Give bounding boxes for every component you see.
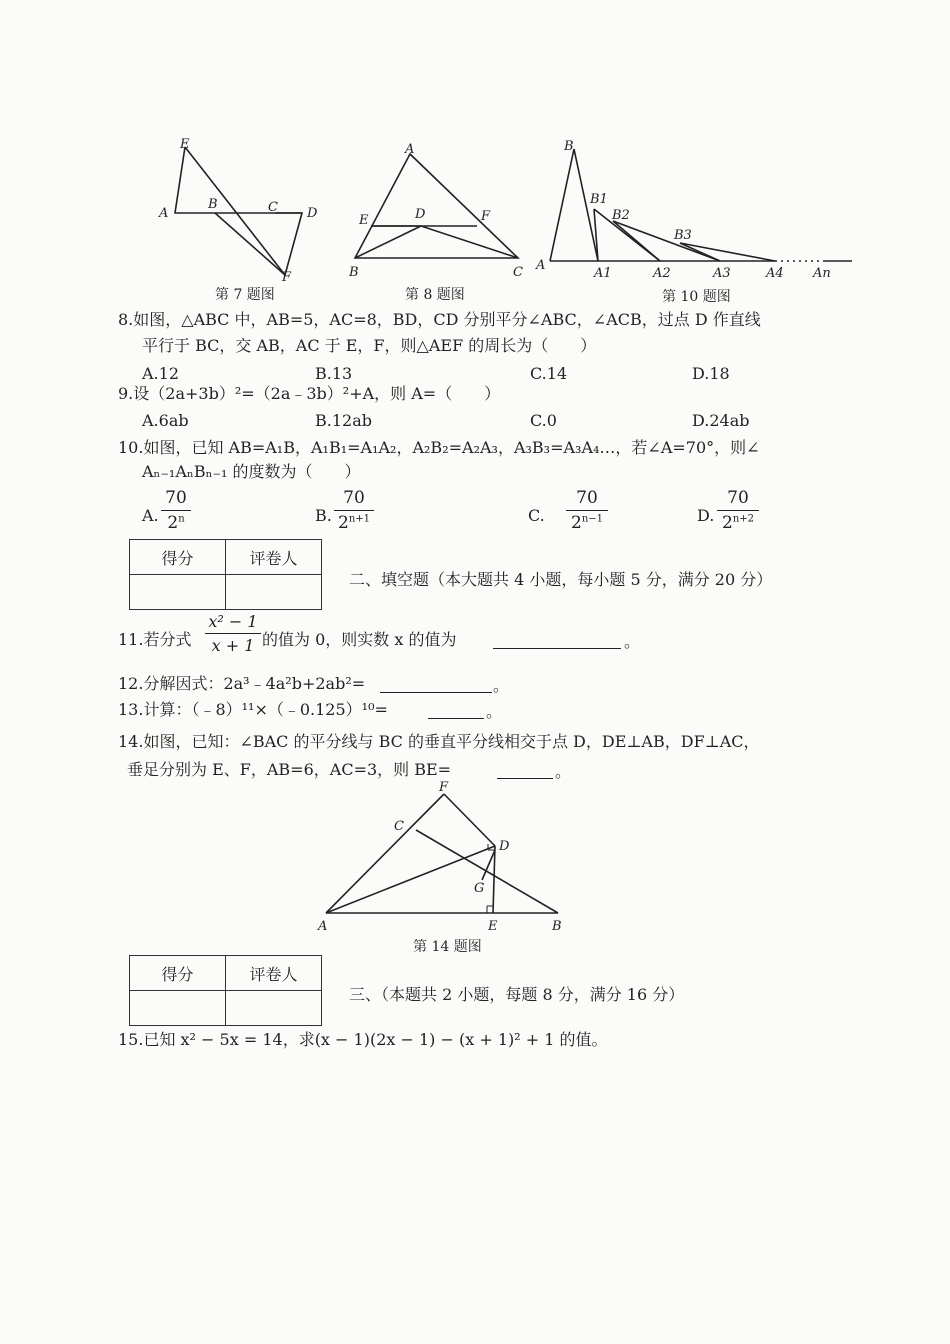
q8-option-b: B.13 [315,364,353,383]
fig8-label-e: E [359,213,369,228]
fig7-label-c: C [268,200,278,215]
fig8-label-c: C [513,265,523,280]
fig8-label-b: B [349,265,359,280]
fig14-label-e: E [488,919,498,934]
fig8-label-d: D [415,207,426,222]
grader-header: 评卷人 [226,956,322,991]
fig14-label-c: C [394,819,404,834]
fig10-label-b3: B3 [674,228,692,243]
q11-answer-blank[interactable] [493,634,621,649]
fig10-caption: 第 10 题图 [662,289,731,305]
q9-option-b: B.12ab [315,411,372,430]
fig10-label-a: A [536,258,546,273]
q8-option-c: C.14 [530,364,568,383]
q12-answer-blank[interactable] [380,678,492,693]
figure-8 [345,138,535,280]
fig10-label-a2: A2 [653,266,671,281]
q8-line2: 平行于 BC，交 AB，AC 于 E，F，则△AEF 的周长为（ ） [142,336,597,355]
fig14-label-g: G [474,881,485,896]
q10-line1: 10.如图，已知 AB=A₁B，A₁B₁=A₁A₂，A₂B₂=A₂A₃，A₃B₃=A₃A₄…，若∠A=70°，则∠ [118,438,760,457]
figure-14 [310,778,580,938]
score-table-section2 [129,539,322,610]
q8-option-d: D.18 [692,364,730,383]
fig8-caption: 第 8 题图 [405,287,465,303]
q15-text: 15.已知 x² − 5x = 14，求(x − 1)(2x − 1) − (x + 1)² + 1 的值。 [118,1030,608,1049]
fig10-label-b: B [564,139,574,154]
q9-line1: 9.设（2a+3b）²=（2a﹣3b）²+A，则 A=（ ） [118,384,501,403]
q8-option-a: A.12 [142,364,179,383]
q14-line2: 垂足分别为 E、F，AB=6，AC=3，则 BE= [127,760,452,779]
q9-option-a: A.6ab [142,411,189,430]
fig7-label-b: B [208,197,218,212]
q9-option-c: C.0 [530,411,557,430]
fig7-label-f: F [282,270,292,285]
fig10-label-a4: A4 [766,266,784,281]
section3-heading: 三、（本题共 2 小题，每题 8 分，满分 16 分） [349,985,685,1004]
q14-answer-blank[interactable] [497,764,553,779]
q9-option-d: D.24ab [692,411,750,430]
score-cell[interactable] [130,991,226,1026]
score-header: 得分 [130,540,226,575]
score-header: 得分 [130,956,226,991]
fig10-label-b1: B1 [590,192,608,207]
q13-answer-blank[interactable] [428,704,484,719]
section2-heading: 二、填空题（本大题共 4 小题，每小题 5 分，满分 20 分） [349,570,773,589]
q14-line1: 14.如图，已知：∠BAC 的平分线与 BC 的垂直平分线相交于点 D，DE⊥AB，DF⊥AC， [118,732,760,751]
fig8-label-f: F [481,209,491,224]
fig7-label-e: E [180,137,190,152]
fig14-label-d: D [499,839,510,854]
fig7-label-a: A [159,206,169,221]
fig14-label-b: B [552,919,562,934]
figure-7 [155,135,330,285]
fig14-caption: 第 14 题图 [413,939,482,955]
grader-cell[interactable] [226,991,322,1026]
grader-cell[interactable] [226,575,322,610]
fig14-label-a: A [318,919,328,934]
fig10-label-b2: B2 [612,208,630,223]
grader-header: 评卷人 [226,540,322,575]
q10-line2: Aₙ₋₁AₙBₙ₋₁ 的度数为（ ） [142,462,361,481]
fig8-label-a: A [405,142,415,157]
fig14-label-f: F [439,780,449,795]
fig10-label-an: An [813,266,831,281]
fig7-caption: 第 7 题图 [215,287,275,303]
figure-10 [530,135,860,285]
score-table-section3 [129,955,322,1026]
fig10-label-a1: A1 [594,266,612,281]
fig7-label-d: D [307,206,318,221]
fig10-label-a3: A3 [713,266,731,281]
q8-line1: 8.如图，△ABC 中，AB=5，AC=8，BD，CD 分别平分∠ABC，∠ACB，过点 D 作直线 [118,310,761,329]
score-cell[interactable] [130,575,226,610]
